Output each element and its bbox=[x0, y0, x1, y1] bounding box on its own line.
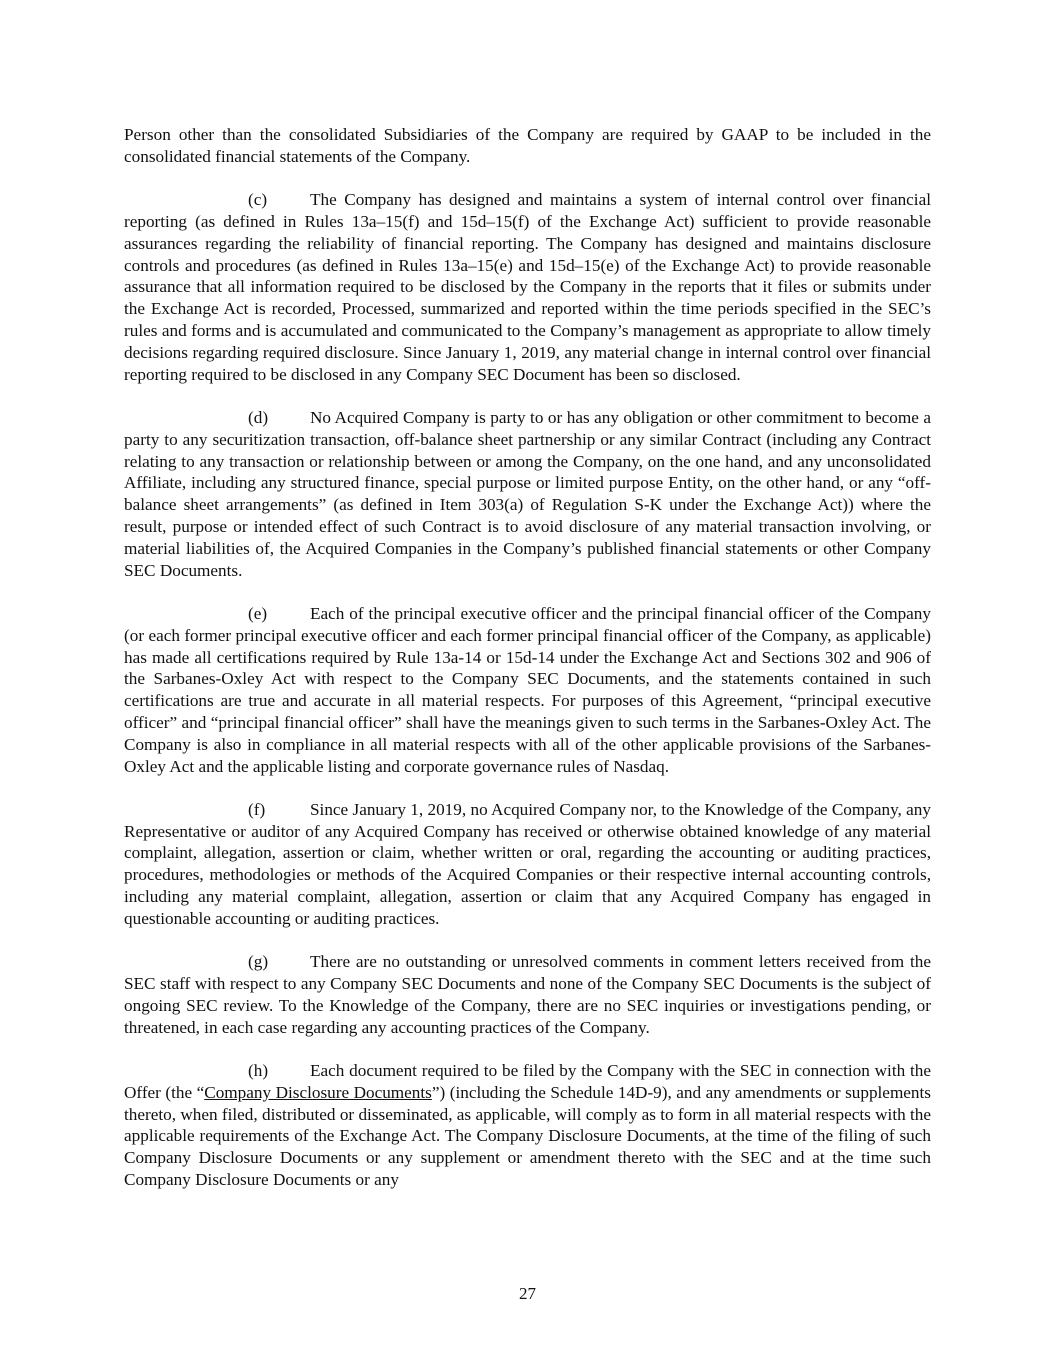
paragraph-text-before: Each document required to be filed by the Company with the SEC in connection with the Offer (the “ bbox=[124, 1061, 931, 1102]
paragraph-f bbox=[124, 799, 931, 930]
paragraph-e bbox=[124, 603, 931, 777]
paragraph-label: (g) bbox=[248, 952, 269, 972]
paragraph-text: There are no outstanding or unresolved comments in comment letters received from the SEC staff with respect to any Company SEC Documents and none of the Company SEC Documents is the subject of ongoing SEC review. To the Knowledge of the Company, there are no SEC inquiries or investigations pending, or threatened, in each case regarding any accounting practices of the Company. bbox=[124, 952, 931, 1037]
defined-term: Company Disclosure Documents bbox=[204, 1082, 432, 1102]
paragraph-d bbox=[124, 407, 931, 581]
paragraph-c bbox=[124, 189, 931, 385]
page-number: 27 bbox=[519, 1284, 536, 1303]
intro-paragraph: Person other than the consolidated Subsidiaries of the Company are required by GAAP to be included in the consolidated financial statements of the Company. bbox=[124, 125, 931, 166]
paragraph-text: Since January 1, 2019, no Acquired Company nor, to the Knowledge of the Company, any Representative or auditor of any Acquired Company has received or otherwise obtained knowledge of any material complaint, allegation, assertion or claim, whether written or oral, regarding the accounting or auditing practices, procedures, methodologies or methods of the Acquired Companies or their respective internal accounting controls, including any material complaint, allegation, assertion or claim that any Acquired Company has engaged in questionable accounting or auditing practices. bbox=[124, 799, 931, 928]
paragraph-label: (c) bbox=[248, 190, 268, 210]
paragraph-label: (d) bbox=[248, 407, 269, 427]
paragraph-g bbox=[124, 951, 931, 1038]
paragraph-text: The Company has designed and maintains a system of internal control over financial reporting (as defined in Rules 13a–15(f) and 15d–15(f) of the Exchange Act) sufficient to provide reasonable assurances regarding the reliability of financial reporting. The Company has designed and maintains disclosure controls and procedures (as defined in Rules 13a–15(e) and 15d–15(e) of the Exchange Act) to provide reasonable assurance that all information required to be disclosed by the Company in the reports that it files or submits under the Exchange Act is recorded, Processed, summarized and reported within the time periods specified in the SEC’s rules and forms and is accumulated and communicated to the Company’s management as appropriate to allow timely decisions regarding required disclosure. Since January 1, 2019, any material change in internal control over financial reporting required to be disclosed in any Company SEC Document has been so disclosed. bbox=[124, 190, 931, 384]
paragraph-label: (e) bbox=[248, 603, 268, 623]
paragraph-text: Each of the principal executive officer and the principal financial officer of the Company (or each former principal executive officer and each former principal financial officer of the Company, as applicable) has made all certifications required by Rule 13a-14 or 15d-14 under the Exchange Act and Sections 302 and 906 of the Sarbanes-Oxley Act with respect to the Company SEC Documents, and the statements contained in such certifications are true and accurate in all material respects. For purposes of this Agreement, “principal executive officer” and “principal financial officer” shall have the meanings given to such terms in the Sarbanes-Oxley Act. The Company is also in compliance in all material respects with all of the other applicable provisions of the Sarbanes-Oxley Act and the applicable listing and corporate governance rules of Nasdaq. bbox=[124, 603, 931, 776]
paragraph-text: No Acquired Company is party to or has any obligation or other commitment to become a party to any securitization transaction, off-balance sheet partnership or any similar Contract (including any Contract relating to any transaction or relationship between or among the Company, on the one hand, and any unconsolidated Affiliate, including any structured finance, special purpose or limited purpose Entity, on the other hand, or any “off-balance sheet arrangements” (as defined in Item 303(a) of Regulation S-K under the Exchange Act)) where the result, purpose or intended effect of such Contract is to avoid disclosure of any material transaction involving, or material liabilities of, the Acquired Companies in the Company’s published financial statements or other Company SEC Documents. bbox=[124, 407, 931, 580]
document-page bbox=[124, 124, 931, 1212]
paragraph-label: (f) bbox=[248, 799, 266, 819]
paragraph-text-after: ”) (including the Schedule 14D-9), and any amendments or supplements thereto, when filed, distributed or disseminated, as applicable, will comply as to form in all material respects with the applicable requirements of the Exchange Act. The Company Disclosure Documents, at the time of the filing of such Company Disclosure Documents or any supplement or amendment thereto with the SEC and at the time such Company Disclosure Documents or any bbox=[124, 1082, 931, 1190]
paragraph-label: (h) bbox=[248, 1061, 269, 1081]
paragraph-h bbox=[124, 1060, 931, 1191]
